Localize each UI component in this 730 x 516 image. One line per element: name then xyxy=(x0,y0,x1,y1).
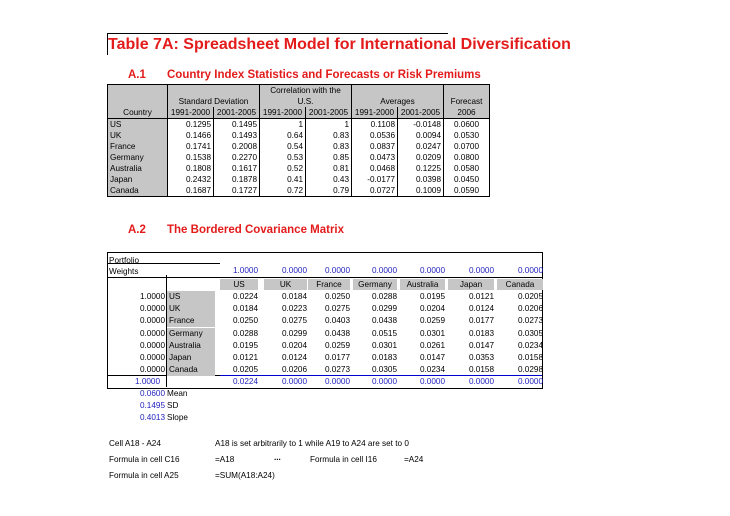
table-row xyxy=(108,130,490,141)
row-country: Canada xyxy=(167,364,215,376)
matrix-col-header: Germany xyxy=(353,279,397,290)
cov-value: 0.0183 xyxy=(468,328,494,338)
value-c2: 0.81 xyxy=(306,163,352,174)
value-c2: 0.43 xyxy=(306,174,352,185)
top-weight: 0.0000 xyxy=(324,266,350,275)
cov-value: 0.0195 xyxy=(419,292,445,301)
cov-value: 0.0259 xyxy=(324,340,350,350)
cov-value: 0.0177 xyxy=(324,353,350,362)
cov-value: 0.0121 xyxy=(468,292,494,301)
value-a2: 0.0247 xyxy=(398,141,444,152)
period-header: 2001-2005 xyxy=(214,107,260,119)
value-sd2: 0.1727 xyxy=(214,185,260,197)
total-value: 0.0000 xyxy=(371,377,397,386)
note2-ellipsis: ... xyxy=(274,453,281,462)
value-f: 0.0450 xyxy=(444,174,490,185)
matrix-col-header: US xyxy=(220,279,258,290)
note2-cell: Formula in cell C16 xyxy=(109,455,180,464)
period-header: 1991-2000 xyxy=(168,107,214,119)
value-a2: 0.0209 xyxy=(398,152,444,163)
cov-value: 0.0147 xyxy=(468,340,494,350)
period-header: 2001-2005 xyxy=(398,107,444,119)
row-country: France xyxy=(167,315,215,327)
forecast-header: Forecast xyxy=(444,96,490,107)
table-row xyxy=(108,152,490,163)
country-name: Japan xyxy=(108,174,168,185)
section-a2-label: The Bordered Covariance Matrix xyxy=(167,224,345,236)
value-c1: 0.72 xyxy=(260,185,306,197)
table-row xyxy=(108,141,490,152)
table-row xyxy=(108,119,490,131)
cov-value: 0.0438 xyxy=(324,328,350,338)
cov-value: 0.0205 xyxy=(517,292,543,301)
total-value: 0.0000 xyxy=(324,377,350,386)
value-c2: 0.79 xyxy=(306,185,352,197)
cov-value: 0.0261 xyxy=(419,340,445,350)
cov-value: 0.0205 xyxy=(232,365,258,375)
cov-value: 0.0403 xyxy=(324,316,350,326)
country-name: France xyxy=(108,141,168,152)
cov-value: 0.0206 xyxy=(281,365,307,375)
cov-value: 0.0158 xyxy=(468,365,494,375)
cov-value: 0.0299 xyxy=(371,304,397,314)
year-header: 2006 xyxy=(444,107,490,119)
country-stats-table xyxy=(107,84,490,197)
matrix-col-header: Australia xyxy=(400,279,445,290)
value-f: 0.0590 xyxy=(444,185,490,197)
country-header: Country xyxy=(108,107,168,119)
top-weight: 0.0000 xyxy=(281,266,307,275)
corr-header-line1: Correlation with the xyxy=(260,85,352,97)
row-country: Australia xyxy=(167,340,215,352)
cov-value: 0.0223 xyxy=(281,304,307,314)
value-a2: 0.0398 xyxy=(398,174,444,185)
value-sd1: 0.2432 xyxy=(168,174,214,185)
value-a2: 0.1009 xyxy=(398,185,444,197)
note1-text: A18 is set arbitrarily to 1 while A19 to A24 are set to 0 xyxy=(215,439,409,448)
stat-value: 0.4013 xyxy=(139,413,165,422)
note3-cell: Formula in cell A25 xyxy=(109,471,179,480)
value-c1: 0.64 xyxy=(260,130,306,141)
header-cell xyxy=(352,85,444,97)
cov-value: 0.0438 xyxy=(371,316,397,326)
table-row xyxy=(108,163,490,174)
value-sd2: 0.2008 xyxy=(214,141,260,152)
cov-value: 0.0353 xyxy=(468,353,494,362)
value-c2: 0.83 xyxy=(306,141,352,152)
stat-value: 0.0600 xyxy=(139,389,165,398)
note2-cell2: Formula in cell I16 xyxy=(310,455,377,464)
value-sd1: 0.1295 xyxy=(168,119,214,131)
cov-value: 0.0177 xyxy=(468,316,494,326)
cov-value: 0.0250 xyxy=(324,292,350,301)
country-name: UK xyxy=(108,130,168,141)
section-a2-heading xyxy=(128,224,344,236)
cov-value: 0.0288 xyxy=(371,292,397,301)
stat-value: 0.1495 xyxy=(139,401,165,410)
value-c1: 0.53 xyxy=(260,152,306,163)
value-a1: 0.0837 xyxy=(352,141,398,152)
value-a1: 0.0473 xyxy=(352,152,398,163)
value-a1: 0.1108 xyxy=(352,119,398,131)
weights-label: Weights xyxy=(109,267,139,276)
header-cell xyxy=(168,85,260,97)
value-f: 0.0700 xyxy=(444,141,490,152)
cov-value: 0.0301 xyxy=(371,340,397,350)
value-sd2: 0.1495 xyxy=(214,119,260,131)
row-weight: 0.0000 xyxy=(139,316,165,326)
value-f: 0.0800 xyxy=(444,152,490,163)
value-sd1: 0.1538 xyxy=(168,152,214,163)
stat-label: Mean xyxy=(167,389,188,398)
cov-value: 0.0275 xyxy=(281,316,307,326)
total-value: 0.0224 xyxy=(232,377,258,386)
note2-formula: =A18 xyxy=(215,455,235,464)
value-c1: 0.52 xyxy=(260,163,306,174)
portfolio-label: Portfolio xyxy=(109,256,140,265)
value-a1: -0.0177 xyxy=(352,174,398,185)
row-weight: 1.0000 xyxy=(139,292,165,301)
value-a2: 0.0094 xyxy=(398,130,444,141)
cov-value: 0.0184 xyxy=(232,304,258,314)
note3-formula: =SUM(A18:A24) xyxy=(215,471,275,480)
top-weight: 0.0000 xyxy=(468,266,494,275)
period-header: 2001-2005 xyxy=(306,107,352,119)
stat-label: Slope xyxy=(167,413,188,422)
cov-value: 0.0195 xyxy=(232,340,258,350)
value-c1: 0.54 xyxy=(260,141,306,152)
value-sd1: 0.1466 xyxy=(168,130,214,141)
cov-value: 0.0124 xyxy=(281,353,307,362)
top-weight: 0.0000 xyxy=(419,266,445,275)
cov-value: 0.0273 xyxy=(517,316,543,326)
country-name: Australia xyxy=(108,163,168,174)
value-sd2: 0.1493 xyxy=(214,130,260,141)
value-c1: 0.41 xyxy=(260,174,306,185)
cov-value: 0.0124 xyxy=(468,304,494,314)
value-a2: 0.1225 xyxy=(398,163,444,174)
top-weight: 0.0000 xyxy=(371,266,397,275)
value-a1: 0.0536 xyxy=(352,130,398,141)
cov-value: 0.0234 xyxy=(419,365,445,375)
cov-value: 0.0147 xyxy=(419,353,445,362)
period-header: 1991-2000 xyxy=(352,107,398,119)
header-cell xyxy=(108,85,168,97)
country-name: US xyxy=(108,119,168,131)
cov-value: 0.0204 xyxy=(419,304,445,314)
cov-value: 0.0183 xyxy=(371,353,397,362)
sd-header: Standard Deviation xyxy=(168,96,260,107)
table-row xyxy=(108,185,490,197)
cov-value: 0.0158 xyxy=(517,353,543,362)
row-country: UK xyxy=(167,303,215,315)
value-sd1: 0.1808 xyxy=(168,163,214,174)
stat-label: SD xyxy=(167,401,179,410)
value-sd2: 0.1617 xyxy=(214,163,260,174)
header-cell xyxy=(444,85,490,97)
row-weight: 0.0000 xyxy=(139,328,165,338)
cov-value: 0.0301 xyxy=(419,328,445,338)
note2-formula2: =A24 xyxy=(404,455,424,464)
section-a1-number: A.1 xyxy=(128,69,146,81)
value-a1: 0.0468 xyxy=(352,163,398,174)
total-value: 0.0000 xyxy=(517,377,543,386)
cov-value: 0.0299 xyxy=(281,328,307,338)
section-a1-heading xyxy=(128,69,481,81)
value-sd2: 0.2270 xyxy=(214,152,260,163)
value-f: 0.0580 xyxy=(444,163,490,174)
value-c2: 1 xyxy=(306,119,352,131)
cov-value: 0.0288 xyxy=(232,328,258,338)
value-a1: 0.0727 xyxy=(352,185,398,197)
cov-value: 0.0273 xyxy=(324,365,350,375)
cov-value: 0.0206 xyxy=(517,304,543,314)
value-f: 0.0530 xyxy=(444,130,490,141)
cov-value: 0.0234 xyxy=(517,340,543,350)
cov-value: 0.0224 xyxy=(232,292,258,301)
table-row xyxy=(108,174,490,185)
cov-value: 0.0259 xyxy=(419,316,445,326)
value-sd2: 0.1878 xyxy=(214,174,260,185)
value-sd1: 0.1687 xyxy=(168,185,214,197)
matrix-col-header: Japan xyxy=(448,279,494,290)
section-a2-number: A.2 xyxy=(128,224,146,236)
row-country: US xyxy=(167,291,215,303)
value-f: 0.0600 xyxy=(444,119,490,131)
top-weight: 1.0000 xyxy=(232,266,258,275)
title-rule xyxy=(107,33,448,34)
total-value: 0.0000 xyxy=(281,377,307,386)
matrix-col-header: France xyxy=(308,279,350,290)
matrix-col-header: Canada xyxy=(497,279,543,290)
value-c2: 0.83 xyxy=(306,130,352,141)
value-a2: -0.0148 xyxy=(398,119,444,131)
matrix-col-header: UK xyxy=(264,279,307,290)
cov-value: 0.0305 xyxy=(517,328,543,338)
section-a1-label: Country Index Statistics and Forecasts or Risk Premiums xyxy=(167,69,481,81)
row-country: Japan xyxy=(167,352,215,364)
cov-value: 0.0184 xyxy=(281,292,307,301)
header-cell xyxy=(108,96,168,107)
country-name: Canada xyxy=(108,185,168,197)
top-weight: 0.0000 xyxy=(517,266,543,275)
cov-value: 0.0298 xyxy=(517,365,543,375)
row-weight: 0.0000 xyxy=(139,304,165,314)
value-c1: 1 xyxy=(260,119,306,131)
page-title: Table 7A: Spreadsheet Model for International Diversification xyxy=(108,36,571,53)
row-weight: 0.0000 xyxy=(139,365,165,375)
cov-value: 0.0204 xyxy=(281,340,307,350)
total-weight: 1.0000 xyxy=(135,377,161,386)
cov-value: 0.0250 xyxy=(232,316,258,326)
row-weight: 0.0000 xyxy=(139,340,165,350)
avg-header: Averages xyxy=(352,96,444,107)
total-value: 0.0000 xyxy=(419,377,445,386)
total-value: 0.0000 xyxy=(468,377,494,386)
weights-rule xyxy=(107,277,542,278)
cov-value: 0.0305 xyxy=(371,365,397,375)
row-weight: 0.0000 xyxy=(139,353,165,362)
period-header: 1991-2000 xyxy=(260,107,306,119)
row-country: Germany xyxy=(167,328,215,340)
cov-value: 0.0515 xyxy=(371,328,397,338)
cov-value: 0.0275 xyxy=(324,304,350,314)
corr-header-line2: U.S. xyxy=(260,96,352,107)
value-sd1: 0.1741 xyxy=(168,141,214,152)
country-name: Germany xyxy=(108,152,168,163)
cov-value: 0.0121 xyxy=(232,353,258,362)
note1-cell: Cell A18 - A24 xyxy=(109,439,161,448)
value-c2: 0.85 xyxy=(306,152,352,163)
